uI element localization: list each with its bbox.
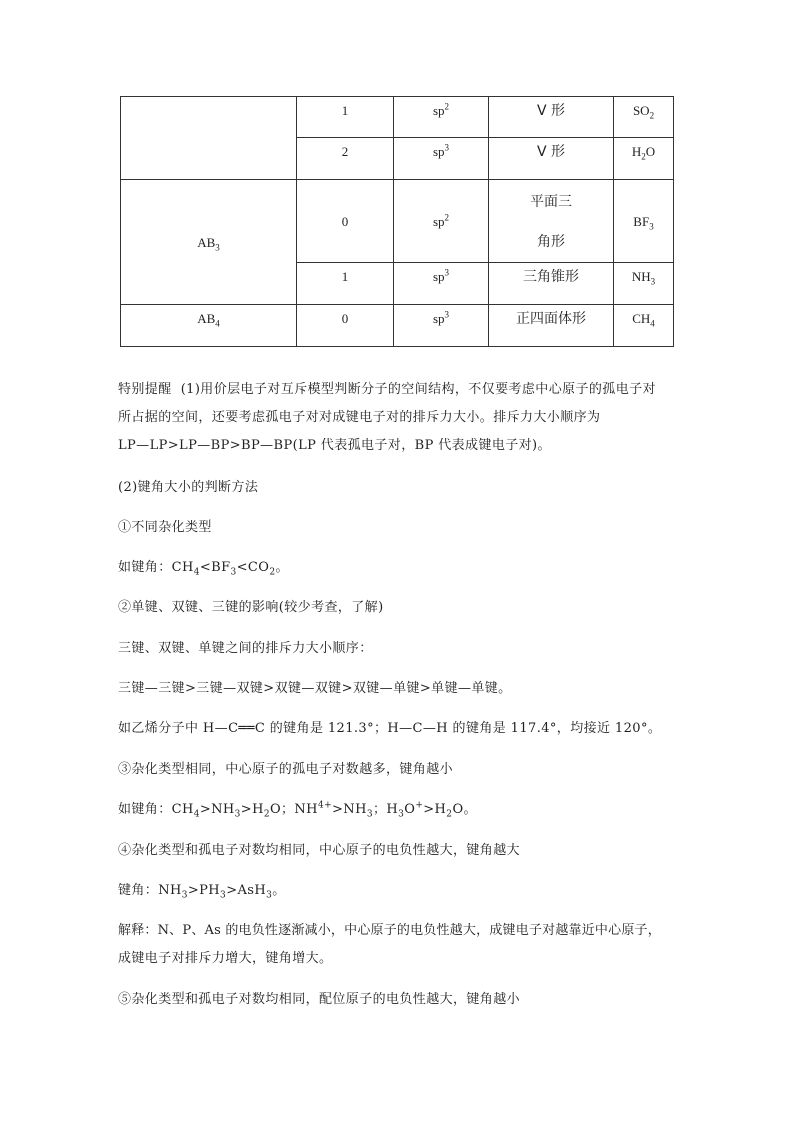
- lone-pair-cell: 1: [297, 263, 394, 305]
- section-2-title: (2)键角大小的判断方法: [118, 480, 259, 495]
- tip-line-1: 特别提醒 (1)用价层电子对互斥模型判断分子的空间结构，不仅要考虑中心原子的孤电子对: [118, 382, 656, 397]
- tip-line-2: 所占据的空间，还要考虑孤电子对对成键电子对的排斥力大小。排斥力大小顺序为: [118, 410, 601, 425]
- hybridization-cell: $sp^2$: [394, 97, 489, 138]
- tip-line-3: LP—LP>LP—BP>BP—BP(LP 代表孤电子对，BP 代表成键电子对)。: [118, 438, 551, 453]
- group-cell: $AB_3$: [121, 180, 297, 305]
- method-1-example: 如键角：$CH_4<BF_3<CO_2$。: [118, 560, 289, 578]
- method-4-example: 键角：$NH_3>PH_3>AsH_3$。: [118, 883, 286, 901]
- method-3-title: ③杂化类型相同，中心原子的孤电子对数越多，键角越小: [118, 762, 454, 777]
- hybridization-cell: $sp^3$: [394, 263, 489, 305]
- lone-pair-cell: 2: [297, 138, 394, 180]
- method-2-title: ②单键、双键、三键的影响(较少考查，了解): [118, 600, 384, 615]
- group-cell: [121, 97, 297, 180]
- shape-cell: V 形: [489, 138, 614, 180]
- method-2-line-1: 三键、双键、单键之间的排斥力大小顺序：: [118, 641, 373, 656]
- hybridization-cell: $sp^2$: [394, 180, 489, 263]
- hybridization-cell: $sp^3$: [394, 305, 489, 347]
- method-2-line-2: 三键—三键>三键—双键>双键—双键>双键—单键>单键—单键。: [118, 681, 512, 696]
- example-cell: $SO_2$: [614, 97, 674, 138]
- table-row: [121, 180, 674, 263]
- lone-pair-cell: 0: [297, 180, 394, 263]
- example-cell: $BF_3$: [614, 180, 674, 263]
- table-row: [121, 97, 674, 138]
- vsepr-table: [120, 96, 674, 347]
- method-4-title: ④杂化类型和孤电子对数均相同，中心原子的电负性越大，键角越大: [118, 843, 521, 858]
- group-cell: $AB_4$: [121, 305, 297, 347]
- hybridization-cell: $sp^3$: [394, 138, 489, 180]
- shape-cell: 正四面体形: [489, 305, 614, 347]
- shape-cell: V 形: [489, 97, 614, 138]
- shape-cell: 三角锥形: [489, 263, 614, 305]
- shape-cell: 平面三 角形: [489, 180, 614, 263]
- method-3-example: 如键角：$CH_4>NH_3>H_2O$；$NH^{4+}>NH_3$；$H_3O^+>H_2O$。: [118, 800, 477, 820]
- example-cell: $CH_4$: [614, 305, 674, 347]
- method-4-explanation-1: 解释：N、P、As 的电负性逐渐减小，中心原子的电负性越大，成键电子对越靠近中心原子，: [118, 923, 661, 938]
- example-cell: $NH_3$: [614, 263, 674, 305]
- method-1-title: ①不同杂化类型: [118, 520, 212, 535]
- method-5-title: ⑤杂化类型和孤电子对数均相同，配位原子的电负性越大，键角越小: [118, 992, 521, 1007]
- table-row: [121, 305, 674, 347]
- method-2-line-3: 如乙烯分子中 H—C══C 的键角是 121.3°；H—C—H 的键角是 117.4°，均接近 120°。: [118, 721, 662, 736]
- lone-pair-cell: 1: [297, 97, 394, 138]
- lone-pair-cell: 0: [297, 305, 394, 347]
- method-4-explanation-2: 成键电子对排斥力增大，键角增大。: [118, 951, 333, 966]
- example-cell: $H_2O$: [614, 138, 674, 180]
